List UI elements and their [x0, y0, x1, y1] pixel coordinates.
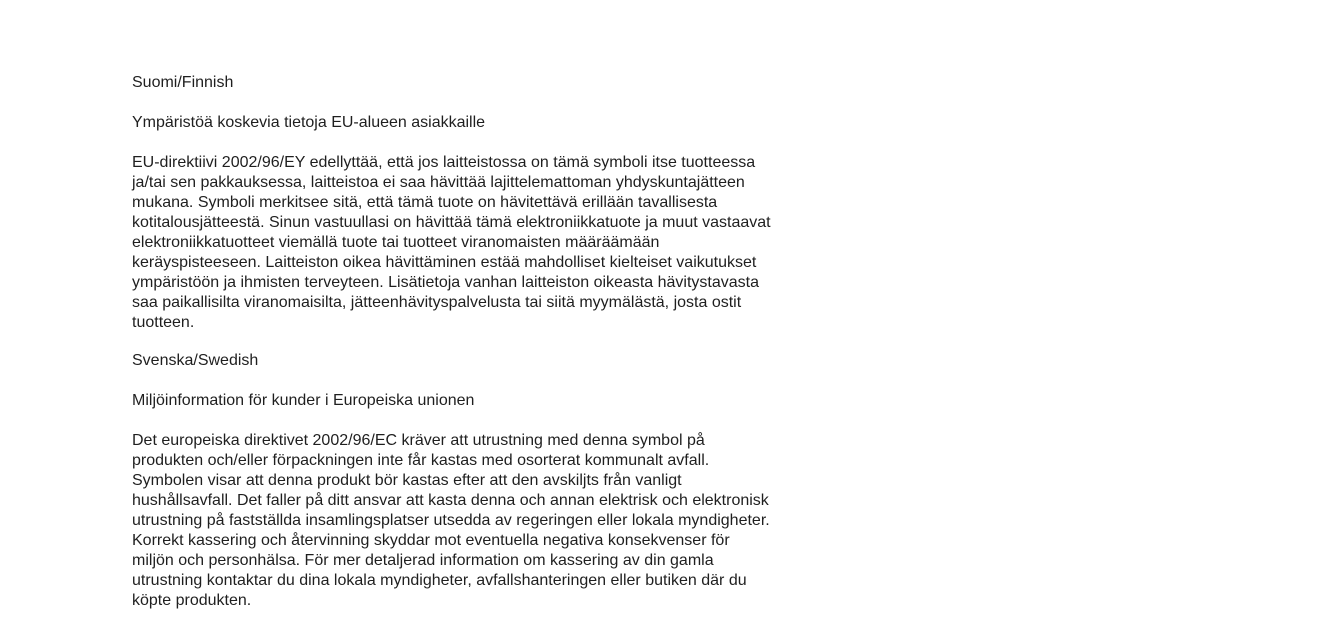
section-title: Miljöinformation för kunder i Europeiska unionen	[132, 392, 475, 409]
section-body: EU-direktiivi 2002/96/EY edellyttää, että jos laitteistossa on tämä symboli itse tuotteessa ja/tai sen pakkauksessa, laitteistoa ei saa hävittää lajittelemattoman yhdyskuntajätteen mukana. Symboli merkitsee sitä, että tämä tuote on hävitettävä erillään tavallisesta kotitalousjätteestä. Sinun vastuullasi on hävittää tämä elektroniikkatuote ja muut vastaavat elektroniikkatuotteet viemällä tuote tai tuotteet viranomaisten määräämään keräyspisteeseen. Laitteiston oikea hävittäminen estää mahdolliset kielteiset vaikutukset ympäristöön ja ihmisten terveyteen. Lisätietoja vanhan laitteiston oikeasta hävitystavasta saa paikallisilta viranomaisilta, jätteenhävityspalvelusta tai siitä myymälästä, josta ostit tuotteen.	[132, 154, 771, 331]
section-body: Det europeiska direktivet 2002/96/EC kräver att utrustning med denna symbol på produkten och/eller förpackningen inte får kastas med osorterat kommunalt avfall. Symbolen visar att denna produkt bör kastas efter att den avskiljts från vanligt hushållsavfall. Det faller på ditt ansvar att kasta denna och annan elektrisk och elektronisk utrustning på fastställda insamlingsplatser utsedda av regeringen eller lokala myndigheter. Korrekt kassering och återvinning skyddar mot eventuella negativa konsekvenser för miljön och personhälsa. För mer detaljerad information om kassering av din gamla utrustning kontaktar du dina lokala myndigheter, avfallshanteringen eller butiken där du köpte produkten.	[132, 432, 770, 609]
section-swedish	[132, 351, 772, 611]
section-finnish	[132, 73, 772, 333]
document-body	[132, 73, 772, 629]
language-heading: Suomi/Finnish	[132, 74, 234, 91]
language-heading: Svenska/Swedish	[132, 352, 259, 369]
section-title: Ympäristöä koskevia tietoja EU-alueen asiakkaille	[132, 114, 486, 131]
